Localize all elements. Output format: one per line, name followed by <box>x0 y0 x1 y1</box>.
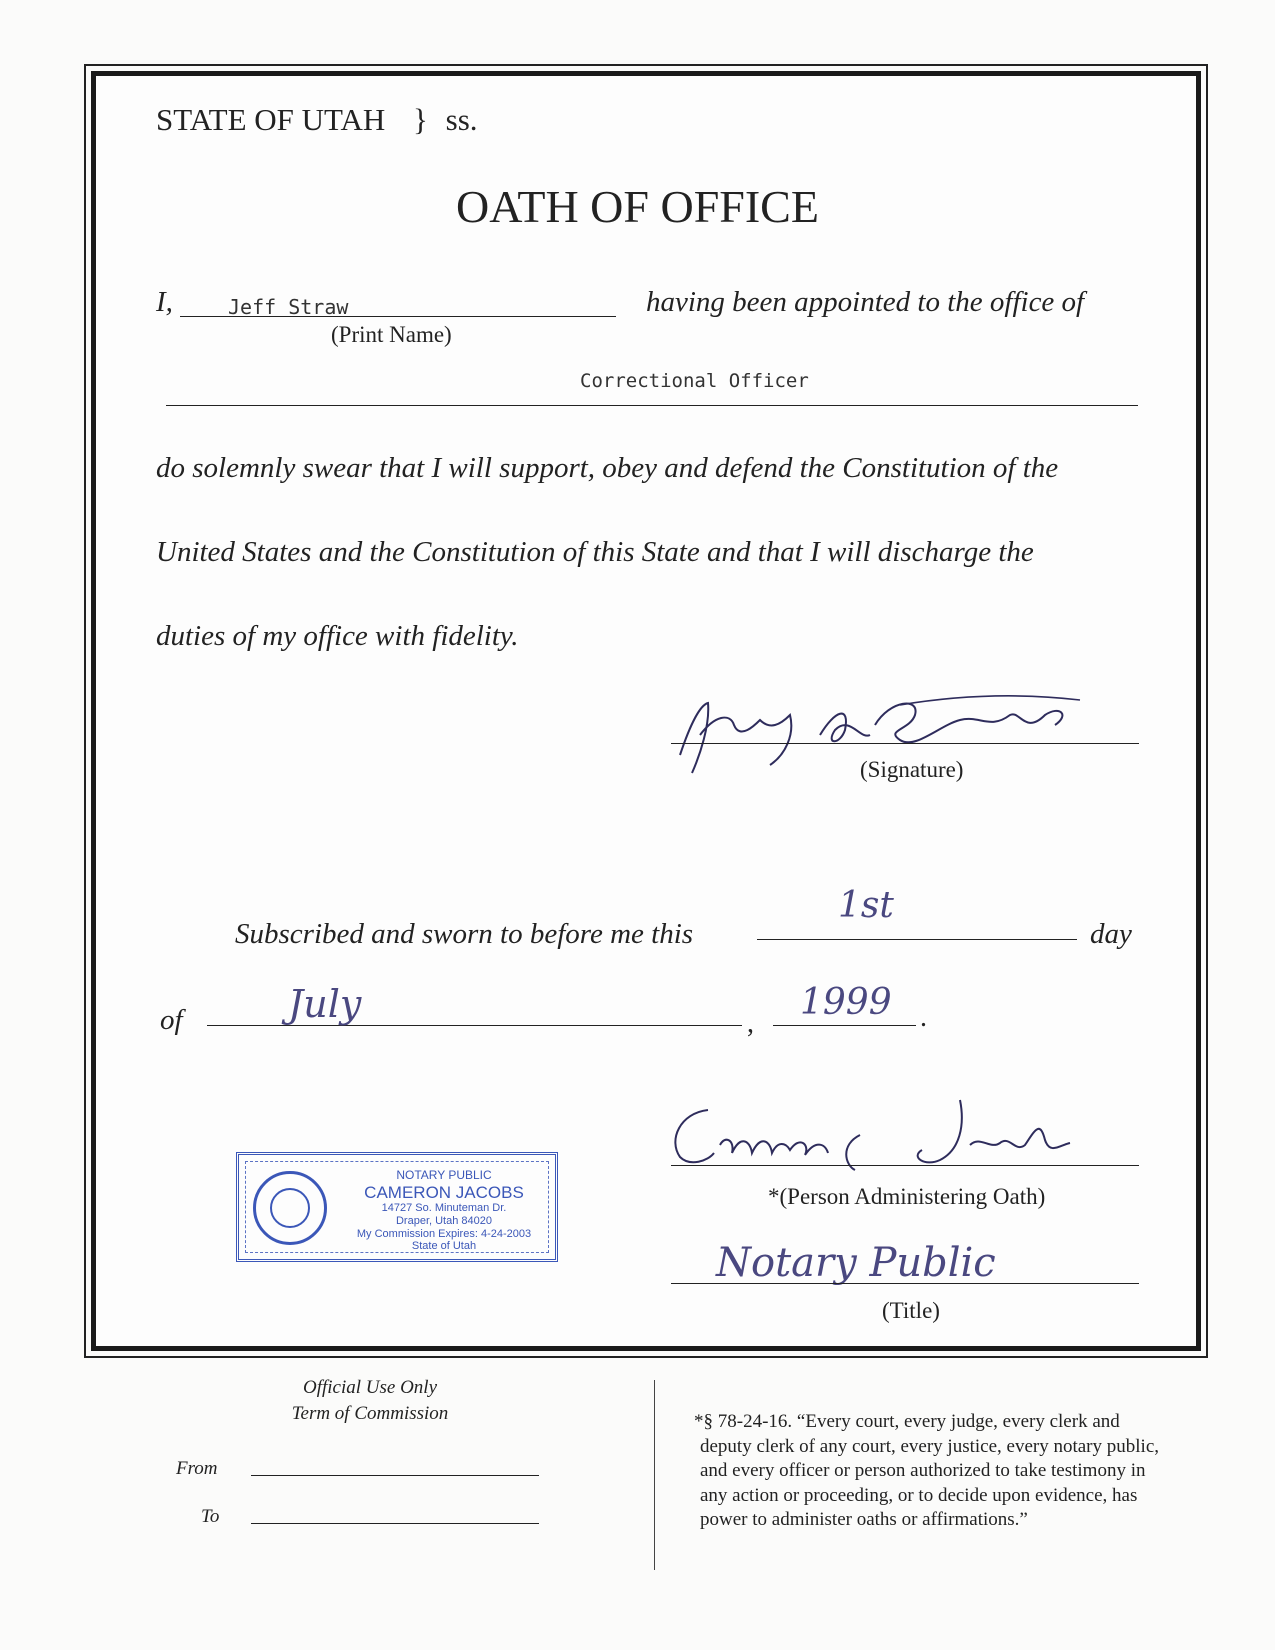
stamp-line-5: My Commission Expires: 4-24-2003 <box>356 1227 532 1240</box>
title-value: Notary Public <box>716 1240 996 1286</box>
stamp-line-3: 14727 So. Minuteman Dr. <box>381 1202 507 1215</box>
administrator-signature <box>660 1095 1110 1175</box>
to-label: To <box>201 1506 220 1527</box>
oath-line-2: United States and the Constitution of this State and that I will discharge the <box>156 536 1034 568</box>
footnote-line-3: and every officer or person authorized to take testimony in <box>700 1460 1146 1481</box>
administrator-caption: *(Person Administering Oath) <box>768 1184 1046 1209</box>
day-line <box>757 939 1077 940</box>
print-name-value: Jeff Straw <box>228 295 349 319</box>
signature-caption: (Signature) <box>860 757 964 782</box>
period: . <box>920 1002 927 1033</box>
state-label: STATE OF UTAH <box>156 102 386 137</box>
ss-label: ss. <box>445 102 478 137</box>
oath-line-3: duties of my office with fidelity. <box>156 620 519 652</box>
stamp-line-6: State of Utah <box>411 1240 477 1253</box>
year-line <box>773 1025 916 1026</box>
stamp-line-2: CAMERON JACOBS <box>364 1182 524 1202</box>
to-line <box>251 1523 539 1524</box>
notary-stamp <box>236 1152 558 1262</box>
stamp-line-1: NOTARY PUBLIC <box>396 1168 492 1182</box>
from-label: From <box>176 1458 218 1479</box>
footnote-line-5: power to administer oaths or affirmations.” <box>700 1509 1028 1530</box>
footnote-line-1: *§ 78-24-16. “Every court, every judge, every clerk and <box>694 1411 1120 1432</box>
year-value: 1999 <box>800 982 892 1023</box>
statute-footnote <box>694 1410 1159 1533</box>
appointed-text: having been appointed to the office of <box>646 286 1085 318</box>
utah-seal-icon <box>253 1171 327 1245</box>
brace: } <box>413 102 428 137</box>
official-use-heading <box>160 1375 580 1426</box>
official-use-line-2: Term of Commission <box>291 1402 449 1424</box>
footer-divider <box>654 1380 655 1570</box>
state-header <box>156 102 478 138</box>
signature-line <box>671 743 1139 744</box>
title-caption: (Title) <box>882 1298 940 1323</box>
office-line <box>166 405 1138 406</box>
official-use-line-1: Official Use Only <box>302 1377 438 1398</box>
administrator-line <box>671 1165 1139 1166</box>
footnote-line-4: any action or proceeding, or to decide upon evidence, has <box>700 1484 1138 1506</box>
stamp-text <box>339 1169 549 1253</box>
comma: , <box>747 1008 754 1039</box>
month-value: July <box>288 982 362 1026</box>
day-value: 1st <box>838 885 894 926</box>
day-label: day <box>1090 918 1132 950</box>
of-label: of <box>160 1004 183 1036</box>
print-name-caption: (Print Name) <box>331 322 452 347</box>
oath-line-1: do solemnly swear that I will support, obey and defend the Constitution of the <box>156 452 1059 484</box>
stamp-line-4: Draper, Utah 84020 <box>395 1214 492 1227</box>
page-title: OATH OF OFFICE <box>456 181 819 232</box>
title-line <box>671 1283 1139 1284</box>
from-line <box>251 1475 539 1476</box>
office-value: Correctional Officer <box>580 370 809 392</box>
sworn-prefix: Subscribed and sworn to before me this <box>235 918 694 950</box>
footnote-line-2: deputy clerk of any court, every justice, every notary public, <box>700 1435 1159 1457</box>
i-label: I, <box>156 286 173 318</box>
